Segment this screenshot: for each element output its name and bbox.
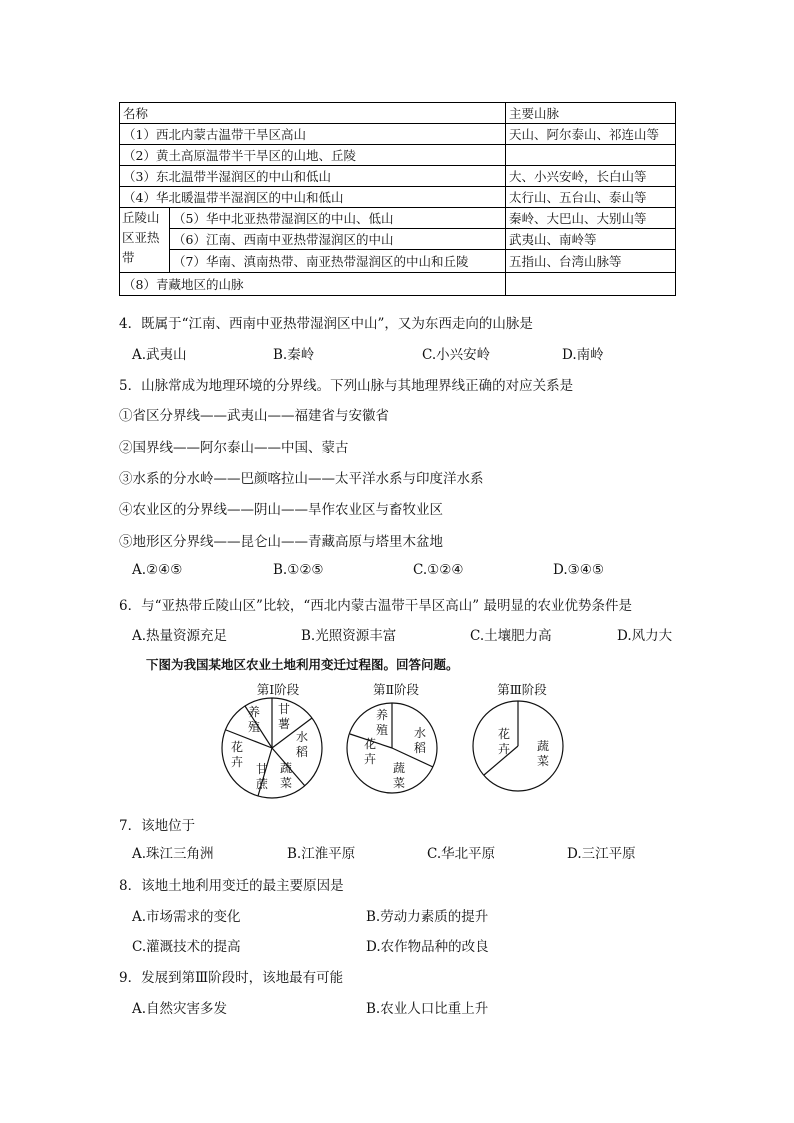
stage-3-title: 第Ⅲ阶段 [497, 682, 547, 697]
stage-1-slice-label: 甘蔗 [256, 762, 269, 791]
stage-1-slice-label: 养殖 [248, 705, 261, 734]
q5-option-c[interactable]: C.①②④ [413, 562, 464, 578]
table-row [120, 250, 676, 273]
stage-1-divider [226, 730, 272, 748]
q5-item-5: ⑤地形区分界线——昆仑山——青藏高原与塔里木盆地 [119, 534, 443, 550]
table-cell-name: （6）江南、西南中亚热带湿润区的中山 [170, 229, 506, 250]
stage-2-title: 第Ⅱ阶段 [373, 682, 419, 697]
q5-item-1: ①省区分界线——武夷山——福建省与安徽省 [119, 408, 389, 424]
q7-option-d[interactable]: D.三江平原 [567, 846, 636, 862]
q5-stem: 5．山脉常成为地理环境的分界线。下列山脉与其地理界线正确的对应关系是 [119, 378, 574, 394]
q9-option-a[interactable]: A.自然灾害多发 [132, 1001, 228, 1017]
table-cell-name: （4）华北暖温带半湿润区的中山和低山 [120, 187, 506, 208]
table-row [120, 229, 676, 250]
table-cell-name: （1）西北内蒙古温带干旱区高山 [120, 124, 506, 145]
table-cell-name: （7）华南、滇南热带、南亚热带湿润区的中山和丘陵 [170, 250, 506, 273]
stage-2-slice-label: 养殖 [376, 708, 389, 737]
table-cell-mountains [506, 273, 676, 296]
stage-1-slice-label: 水稻 [296, 730, 309, 759]
stage-2-slice-label: 花卉 [364, 737, 377, 766]
stage-1-divider [272, 718, 312, 748]
stage-1-divider [272, 748, 305, 786]
q4-option-a[interactable]: A.武夷山 [132, 347, 187, 363]
mountain-table [119, 102, 676, 296]
q5-item-3: ③水系的分水岭——巴颜喀拉山——太平洋水系与印度洋水系 [119, 471, 484, 487]
table-cell-mountains: 大、小兴安岭，长白山等 [506, 166, 676, 187]
q8-option-a[interactable]: A.市场需求的变化 [132, 909, 241, 925]
q8-option-c[interactable]: C.灌溉技术的提高 [132, 939, 241, 955]
q8-option-d[interactable]: D.农作物品种的改良 [366, 939, 489, 955]
table-cell-mountains: 武夷山、南岭等 [506, 229, 676, 250]
q6-stem: 6．与“亚热带丘陵山区”比较，“西北内蒙古温带干旱区高山” 最明显的农业优势条件是 [119, 598, 632, 614]
table-row [120, 187, 676, 208]
table-row [120, 145, 676, 166]
table-cell-name: （8）青藏地区的山脉 [120, 273, 506, 296]
q7-option-a[interactable]: A.珠江三角洲 [132, 846, 214, 862]
table-row [120, 273, 676, 296]
stage-1-slice-label: 蔬菜 [280, 761, 293, 790]
q6-option-c[interactable]: C.土壤肥力高 [470, 628, 552, 644]
stage-3-slice-label: 花卉 [498, 727, 511, 756]
q5-option-d[interactable]: D.③④⑤ [553, 562, 604, 578]
stage-1-pie-outline [222, 698, 322, 798]
q5-item-4: ④农业区的分界线——阴山——旱作农业区与畜牧业区 [119, 502, 443, 518]
table-side-label: 丘陵山区亚热带 [120, 208, 170, 273]
q7-option-b[interactable]: B.江淮平原 [287, 846, 356, 862]
q4-option-c[interactable]: C.小兴安岭 [422, 347, 491, 363]
stage-1-divider [245, 706, 272, 748]
q8-option-b[interactable]: B.劳动力素质的提升 [366, 909, 489, 925]
q4-option-d[interactable]: D.南岭 [562, 347, 604, 363]
stage-3-pie-outline [473, 701, 563, 791]
q4-option-b[interactable]: B.秦岭 [273, 347, 315, 363]
table-cell-name: （5）华中北亚热带湿润区的中山、低山 [170, 208, 506, 229]
table-cell-mountains: 秦岭、大巴山、大别山等 [506, 208, 676, 229]
q4-stem: 4．既属于“江南、西南中亚热带湿润区中山”，又为东西走向的山脉是 [119, 316, 533, 332]
table-header-mountains: 主要山脉 [506, 103, 676, 124]
stage-3-divider [484, 746, 518, 775]
table-cell-mountains: 天山、阿尔泰山、祁连山等 [506, 124, 676, 145]
q9-option-b[interactable]: B.农业人口比重上升 [366, 1001, 489, 1017]
table-cell-name: （2）黄土高原温带半干旱区的山地、丘陵 [120, 145, 506, 166]
table-cell-mountains: 五指山、台湾山脉等 [506, 250, 676, 273]
stage-1-title: 第Ⅰ阶段 [256, 682, 300, 697]
q7-option-c[interactable]: C.华北平原 [427, 846, 496, 862]
stage-2-divider [392, 748, 433, 767]
figure-intro: 下图为我国某地区农业土地利用变迁过程图。回答问题。 [146, 657, 459, 672]
table-cell-mountains: 太行山、五台山、泰山等 [506, 187, 676, 208]
table-cell-mountains [506, 145, 676, 166]
stage-1-slice-label: 花卉 [231, 740, 244, 769]
stage-1-divider [258, 748, 272, 796]
stage-3-slice-label: 蔬菜 [537, 739, 550, 768]
stage-1-slice-label: 甘薯 [278, 702, 291, 731]
q5-option-a[interactable]: A.②④⑤ [132, 562, 183, 578]
q7-stem: 7．该地位于 [119, 818, 196, 834]
q9-stem: 9．发展到第Ⅲ阶段时，该地最有可能 [119, 970, 344, 986]
q5-item-2: ②国界线——阿尔泰山——中国、蒙古 [119, 440, 349, 456]
q8-stem: 8．该地土地利用变迁的最主要原因是 [119, 878, 344, 894]
stage-2-pie-outline [347, 703, 437, 793]
stage-2-divider [350, 734, 392, 748]
q6-option-a[interactable]: A.热量资源充足 [132, 628, 228, 644]
table-cell-name: （3）东北温带半湿润区的中山和低山 [120, 166, 506, 187]
q5-option-b[interactable]: B.①②⑤ [273, 562, 324, 578]
stage-2-slice-label: 水稻 [414, 726, 427, 755]
table-row [120, 166, 676, 187]
table-row [120, 124, 676, 145]
table-row [120, 208, 676, 229]
stage-2-slice-label: 蔬菜 [393, 761, 406, 790]
q6-option-b[interactable]: B.光照资源丰富 [301, 628, 397, 644]
table-header-row [120, 103, 676, 124]
table-header-name: 名称 [120, 103, 506, 124]
q6-option-d[interactable]: D.风力大 [617, 628, 673, 644]
